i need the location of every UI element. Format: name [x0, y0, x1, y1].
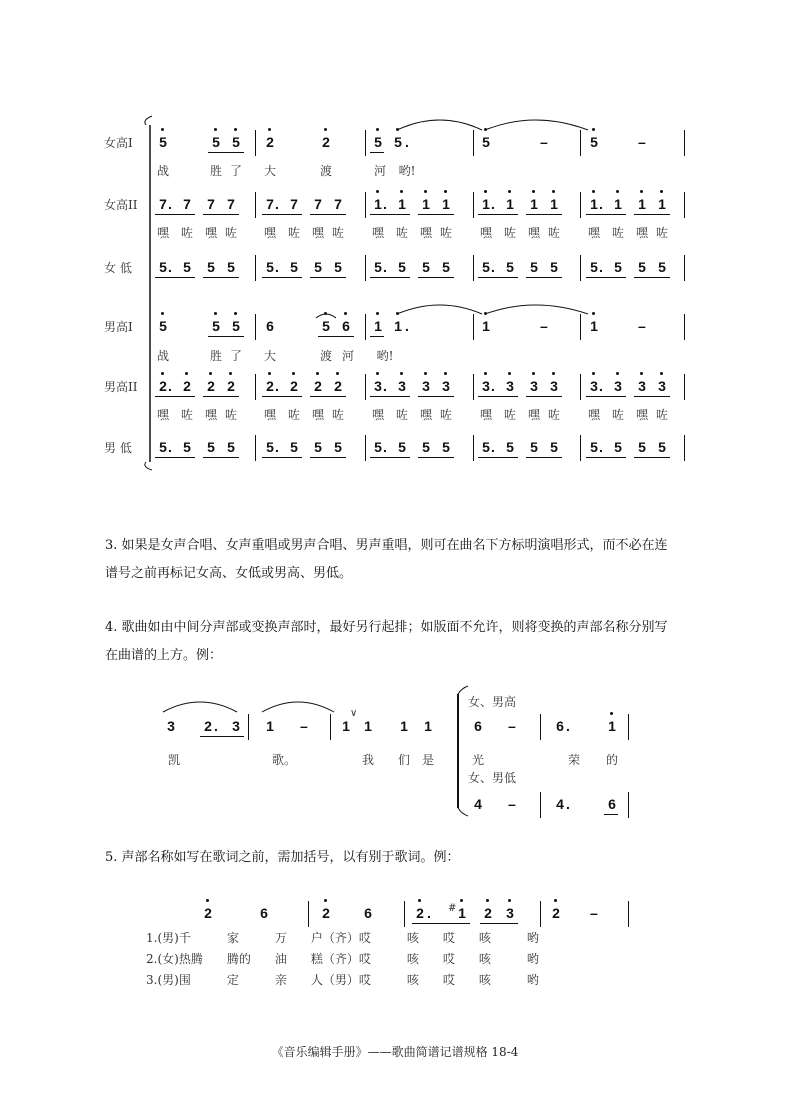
lyric-syllable: 咗: [395, 226, 408, 240]
note: 2: [262, 134, 278, 150]
dash: –: [508, 796, 516, 812]
note: 5: [266, 439, 274, 455]
note: 2: [155, 378, 171, 394]
verse-line-1: 1.(男)千 家 万 户（齐）哎 咳 哎 咳 哟: [146, 931, 539, 945]
lyric-syllable: 咗: [287, 408, 300, 422]
dash: –: [300, 718, 308, 734]
note: 5: [374, 439, 382, 455]
note: 5: [155, 318, 171, 334]
augmentation-dot: .: [275, 259, 279, 275]
page-footer: 《音乐编辑手册》——歌曲简谱记谱规格 18-4: [271, 1045, 519, 1059]
note: 1: [370, 196, 386, 212]
note: 6: [364, 905, 372, 921]
lyric-syllable: 是: [421, 753, 434, 767]
note: 5: [390, 134, 406, 150]
lyric-syllable: 咗: [503, 408, 516, 422]
note: 5: [207, 259, 215, 275]
lyric-syllable: 嘿: [311, 226, 324, 240]
augmentation-dot: .: [491, 439, 495, 455]
note: 5: [227, 259, 235, 275]
lyric-syllable: 战: [156, 349, 169, 363]
note: 3: [526, 378, 542, 394]
note: 5: [658, 259, 666, 275]
sharp-sign: #: [448, 903, 457, 914]
lyric-syllable: 咗: [331, 226, 344, 240]
note: 2: [318, 134, 334, 150]
note: 3: [610, 378, 626, 394]
note: 5: [614, 259, 622, 275]
note: 5: [638, 439, 646, 455]
lyric-syllable: 歌。: [271, 753, 296, 767]
lyric-syllable: 咗: [655, 226, 668, 240]
lyric-syllable: 嘿: [156, 226, 169, 240]
augmentation-dot: .: [599, 196, 603, 212]
note: 5: [614, 439, 622, 455]
note: 7: [314, 196, 322, 212]
breath-mark: ∨: [350, 708, 358, 719]
note: 5: [208, 134, 224, 150]
note: 1: [586, 318, 602, 334]
part-label-bass: 男 低: [104, 441, 132, 455]
lyric-syllable: 嘿: [263, 408, 276, 422]
dash: –: [508, 718, 516, 734]
note: 1: [604, 718, 620, 734]
augmentation-dot: .: [214, 718, 218, 734]
lyric-syllable: 哟!: [376, 349, 394, 363]
note: 5: [314, 259, 322, 275]
augmentation-dot: .: [599, 378, 603, 394]
note: 5: [159, 259, 167, 275]
lyric-syllable: 咗: [331, 408, 344, 422]
lyric-syllable: 河: [373, 164, 386, 178]
lyric-syllable: 咗: [611, 408, 624, 422]
lyric-syllable: 嘿: [263, 226, 276, 240]
note: 5: [422, 259, 430, 275]
note: 1: [454, 905, 470, 921]
dash: –: [590, 905, 598, 921]
lyric-syllable: 嘿: [371, 226, 384, 240]
augmentation-dot: .: [383, 259, 387, 275]
note: 3: [478, 378, 494, 394]
lyric-syllable: 咗: [439, 408, 452, 422]
lyric-syllable: 咗: [547, 226, 560, 240]
dash: –: [638, 318, 646, 334]
note: 3: [418, 378, 434, 394]
lyric-syllable: 嘿: [527, 408, 540, 422]
verse-line-3: 3.(男)围 定 亲 人（男）哎 咳 哎 咳 哟: [146, 973, 539, 987]
note: 2: [204, 718, 212, 734]
note: 1: [394, 196, 410, 212]
lyric-syllable: 们: [397, 753, 410, 767]
note: 1: [610, 196, 626, 212]
part-label-soprano-2: 女高II: [104, 198, 138, 212]
lyric-syllable: 咗: [611, 226, 624, 240]
dash: –: [540, 318, 548, 334]
lyric-syllable: 咗: [180, 408, 193, 422]
lyric-syllable: 咗: [439, 226, 452, 240]
paragraph-3-line-2: 谱号之前再标记女高、女低或男高、男低。: [105, 566, 353, 581]
note: 1: [546, 196, 562, 212]
note: 1: [586, 196, 602, 212]
note: 5: [208, 318, 224, 334]
note: 5: [506, 439, 514, 455]
note: 5: [370, 134, 386, 150]
lyric-syllable: 嘿: [635, 226, 648, 240]
note: 4: [556, 796, 564, 812]
paragraph-4-line-1: 4. 歌曲如由中间分声部或变换声部时，最好另行起排；如版面不允许，则将变换的声部名称分别写: [105, 620, 668, 635]
note: 1: [438, 196, 454, 212]
lyric-syllable: 我: [361, 753, 374, 767]
lyric-syllable: 胜: [209, 164, 222, 178]
lyric-syllable: 了: [229, 349, 242, 363]
note: 2: [223, 378, 239, 394]
note: 5: [550, 439, 558, 455]
note: 5: [442, 439, 450, 455]
note: 5: [398, 259, 406, 275]
note: 5: [228, 318, 244, 334]
voice-label-upper: 女、男高: [468, 695, 517, 709]
lyric-syllable: 大: [263, 349, 276, 363]
augmentation-dot: .: [275, 439, 279, 455]
note: 4: [474, 796, 482, 812]
note: 6: [474, 718, 482, 734]
note: 1: [424, 718, 432, 734]
augmentation-dot: .: [491, 378, 495, 394]
note: 3: [502, 905, 518, 921]
note: 1: [390, 318, 406, 334]
note: 1: [400, 718, 408, 734]
augmentation-dot: .: [491, 259, 495, 275]
note: 5: [482, 439, 490, 455]
augmentation-dot: .: [383, 439, 387, 455]
note: 5: [398, 439, 406, 455]
augmentation-dot: .: [383, 378, 387, 394]
note: 7: [266, 196, 274, 212]
note: 6: [338, 318, 354, 334]
lyric-syllable: 嘿: [479, 226, 492, 240]
note: 5: [290, 259, 298, 275]
note: 3: [586, 378, 602, 394]
part-label-alto: 女 低: [104, 261, 132, 275]
note: 6: [260, 905, 268, 921]
note: 2: [318, 905, 334, 921]
augmentation-dot: .: [275, 378, 279, 394]
note: 5: [207, 439, 215, 455]
lyric-syllable: 荣: [567, 753, 580, 767]
note: 2: [179, 378, 195, 394]
note: 7: [183, 196, 191, 212]
lyric-syllable: 嘿: [204, 408, 217, 422]
note: 5: [290, 439, 298, 455]
note: 5: [228, 134, 244, 150]
note: 3: [654, 378, 670, 394]
note: 7: [290, 196, 298, 212]
note: 1: [634, 196, 650, 212]
note: 6: [266, 318, 274, 334]
augmentation-dot: .: [168, 439, 172, 455]
lyric-syllable: 凯: [167, 753, 180, 767]
lyric-syllable: 光: [471, 753, 484, 767]
note: 5: [334, 439, 342, 455]
note: 5: [318, 318, 334, 334]
lyric-syllable: 咗: [180, 226, 193, 240]
note: 3: [232, 718, 240, 734]
lyric-syllable: 嘿: [311, 408, 324, 422]
note: 1: [526, 196, 542, 212]
lyric-syllable: 嘿: [587, 408, 600, 422]
part-label-tenor-1: 男高I: [104, 320, 133, 334]
note: 2: [310, 378, 326, 394]
note: 7: [159, 196, 167, 212]
note: 2: [412, 905, 428, 921]
lyric-syllable: 嘿: [419, 408, 432, 422]
note: 2: [330, 378, 346, 394]
lyric-syllable: 咗: [503, 226, 516, 240]
note: 5: [422, 439, 430, 455]
note: 5: [374, 259, 382, 275]
note: 5: [482, 259, 490, 275]
augmentation-dot: .: [168, 378, 172, 394]
lyric-syllable: 渡: [319, 164, 332, 178]
voice-label-lower: 女、男低: [468, 771, 517, 785]
note: 1: [654, 196, 670, 212]
note: 7: [334, 196, 342, 212]
paragraph-4-line-2: 在曲谱的上方。例：: [105, 648, 223, 663]
lyric-syllable: 哟!: [398, 164, 416, 178]
lyric-syllable: 咗: [224, 408, 237, 422]
note: 7: [227, 196, 235, 212]
verse-line-2: 2.(女)热腾 腾的 油 糕（齐）哎 咳 哎 咳 哟: [146, 952, 539, 966]
note: 1: [478, 318, 494, 334]
note: 3: [546, 378, 562, 394]
note: 1: [342, 718, 350, 734]
lyric-syllable: 胜: [209, 349, 222, 363]
note: 5: [590, 439, 598, 455]
augmentation-dot: .: [566, 718, 570, 734]
augmentation-dot: .: [405, 318, 409, 334]
note: 5: [227, 439, 235, 455]
note: 5: [586, 134, 602, 150]
note: 3: [438, 378, 454, 394]
lyric-syllable: 嘿: [635, 408, 648, 422]
lyric-syllable: 渡: [319, 349, 332, 363]
lyric-syllable: 嘿: [587, 226, 600, 240]
augmentation-dot: .: [383, 196, 387, 212]
note: 2: [200, 905, 216, 921]
augmentation-dot: .: [168, 196, 172, 212]
note: 5: [155, 134, 171, 150]
note: 1: [478, 196, 494, 212]
note: 3: [634, 378, 650, 394]
note: 2: [286, 378, 302, 394]
lyric-syllable: 咗: [224, 226, 237, 240]
note: 5: [658, 439, 666, 455]
lyric-syllable: 大: [263, 164, 276, 178]
dash: –: [540, 134, 548, 150]
note: 6: [556, 718, 564, 734]
lyric-syllable: 嘿: [371, 408, 384, 422]
note: 5: [506, 259, 514, 275]
note: 1: [266, 718, 274, 734]
note: 6: [608, 796, 616, 812]
note: 3: [394, 378, 410, 394]
paragraph-5-line-1: 5. 声部名称如写在歌词之前，需加括号，以有别于歌词。例：: [105, 850, 460, 865]
lyric-syllable: 咗: [395, 408, 408, 422]
note: 5: [530, 439, 538, 455]
dash: –: [638, 134, 646, 150]
note: 2: [203, 378, 219, 394]
note: 5: [183, 439, 191, 455]
note: 5: [183, 259, 191, 275]
lyric-syllable: 嘿: [204, 226, 217, 240]
part-label-soprano-1: 女高I: [104, 136, 133, 150]
augmentation-dot: .: [405, 134, 409, 150]
note: 5: [266, 259, 274, 275]
paragraph-3-line-1: 3. 如果是女声合唱、女声重唱或男声合唱、男声重唱，则可在曲名下方标明演唱形式，而不必在连: [105, 538, 668, 553]
note: 2: [262, 378, 278, 394]
note: 7: [207, 196, 215, 212]
note: 5: [530, 259, 538, 275]
augmentation-dot: .: [599, 439, 603, 455]
part-label-tenor-2: 男高II: [104, 380, 138, 394]
note: 5: [334, 259, 342, 275]
lyric-syllable: 嘿: [527, 226, 540, 240]
augmentation-dot: .: [168, 259, 172, 275]
note: 5: [314, 439, 322, 455]
note: 1: [370, 318, 386, 334]
lyric-syllable: 河: [341, 349, 354, 363]
lyric-syllable: 了: [229, 164, 242, 178]
note: 5: [159, 439, 167, 455]
lyric-syllable: 嘿: [479, 408, 492, 422]
note: 2: [548, 905, 564, 921]
note: 5: [590, 259, 598, 275]
note: 1: [502, 196, 518, 212]
augmentation-dot: .: [491, 196, 495, 212]
note: 5: [550, 259, 558, 275]
note: 3: [502, 378, 518, 394]
note: 3: [370, 378, 386, 394]
note: 1: [418, 196, 434, 212]
augmentation-dot: .: [566, 796, 570, 812]
augmentation-dot: .: [427, 905, 431, 921]
note: 5: [638, 259, 646, 275]
lyric-syllable: 咗: [287, 226, 300, 240]
lyric-syllable: 咗: [655, 408, 668, 422]
note: 5: [478, 134, 494, 150]
lyric-syllable: 战: [156, 164, 169, 178]
augmentation-dot: .: [599, 259, 603, 275]
lyric-syllable: 嘿: [419, 226, 432, 240]
note: 2: [480, 905, 496, 921]
lyric-syllable: 嘿: [156, 408, 169, 422]
note: 3: [167, 718, 175, 734]
lyric-syllable: 咗: [547, 408, 560, 422]
note: 5: [442, 259, 450, 275]
augmentation-dot: .: [275, 196, 279, 212]
note: 1: [364, 718, 372, 734]
lyric-syllable: 的: [605, 753, 618, 767]
